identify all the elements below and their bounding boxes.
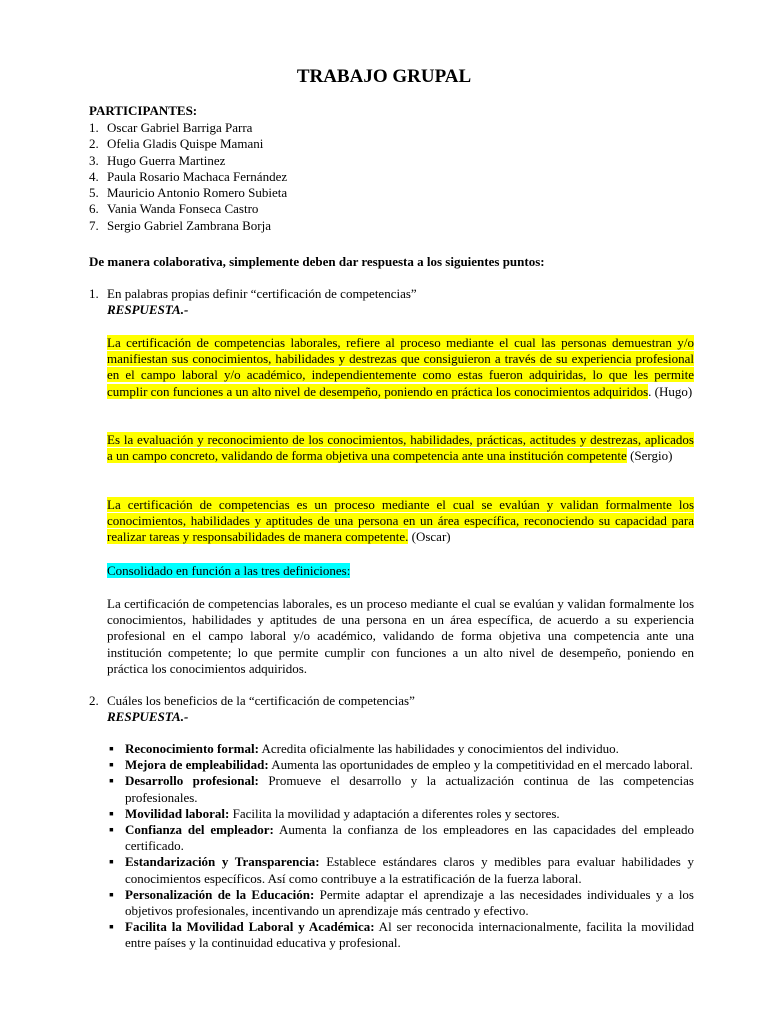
list-item bbox=[89, 201, 287, 217]
square-bullet-icon bbox=[109, 773, 114, 790]
list-number: 4. bbox=[89, 168, 99, 184]
list-item bbox=[89, 120, 287, 136]
benefit-desc: Establece estándares claros y medibles para evaluar habilidades y conocimientos específicos. Así como contribuye a la estratificación de la fuerza laboral. bbox=[125, 854, 694, 886]
benefit-term: Personalización de la Educación: bbox=[125, 886, 315, 902]
participant-name: Paula Rosario Machaca Fernández bbox=[107, 168, 288, 184]
square-bullet-icon bbox=[109, 741, 114, 758]
list-number: 3. bbox=[89, 152, 99, 168]
benefit-desc: Aumenta la confianza de los empleadores en las capacidades del empleado certificado. bbox=[125, 822, 694, 854]
participant-name: Mauricio Antonio Romero Subieta bbox=[107, 185, 288, 201]
list-item bbox=[89, 153, 287, 169]
list-item bbox=[107, 773, 694, 805]
benefit-term: Confianza del empleador: bbox=[125, 822, 274, 838]
highlighted-text: La certificación de competencias es un proceso mediante el cual se evalúan y validan formalmente los conocimientos, habilidades y aptitudes de una persona en un área específica, reconociendo su capacidad para realizar tareas y responsabilidades de manera competente. bbox=[107, 497, 694, 545]
benefit-desc: Permite adaptar el aprendizaje a las necesidades individuales y a los objetivos profesionales, incentivando un aprendizaje más centrado y efectivo. bbox=[125, 886, 694, 919]
square-bullet-icon bbox=[109, 854, 114, 871]
question-number: 1. bbox=[89, 286, 99, 301]
answer-author: (Oscar) bbox=[408, 529, 451, 545]
consolidated-text: La certificación de competencias laborales, es un proceso mediante el cual se evalúan y validan formalmente los conocimientos, habilidades y aptitudes de una persona en un área específica, de acuerdo a su experiencia profesional en el campo laboral y/o académico, validando de forma objetiva una competencia ante una institución competente; lo que permite cumplir con funciones a un alto nivel de desempeño, poniendo en práctica los conocimientos adquiridos. bbox=[107, 596, 694, 676]
participant-name: Sergio Gabriel Zambrana Borja bbox=[107, 217, 272, 233]
answer-oscar bbox=[107, 497, 694, 546]
list-item bbox=[107, 854, 694, 886]
list-item bbox=[107, 806, 694, 822]
benefit-desc: Facilita la movilidad y adaptación a diferentes roles y sectores. bbox=[229, 805, 560, 821]
participant-name: Ofelia Gladis Quispe Mamani bbox=[107, 136, 264, 152]
list-item bbox=[107, 822, 694, 854]
square-bullet-icon bbox=[109, 757, 114, 774]
benefits-list bbox=[107, 741, 694, 952]
list-item bbox=[89, 136, 287, 152]
list-number: 7. bbox=[89, 217, 99, 233]
list-item bbox=[107, 887, 694, 919]
benefit-term: Facilita la Movilidad Laboral y Académica: bbox=[125, 919, 375, 935]
list-number: 2. bbox=[89, 136, 99, 152]
instructions: De manera colaborativa, simplemente deben dar respuesta a los siguientes puntos: bbox=[89, 254, 545, 269]
benefit-desc: Al ser reconocida internacionalmente, facilita la movilidad entre países y la continuidad educativa y profesional. bbox=[125, 919, 694, 951]
square-bullet-icon bbox=[109, 919, 114, 936]
question-text: En palabras propias definir “certificación de competencias” bbox=[107, 286, 417, 301]
list-number: 6. bbox=[89, 201, 99, 217]
participants-list bbox=[89, 120, 287, 234]
list-number: 1. bbox=[89, 120, 99, 135]
list-item bbox=[89, 169, 287, 185]
benefit-term: Reconocimiento formal: bbox=[125, 741, 259, 756]
participant-name: Vania Wanda Fonseca Castro bbox=[107, 201, 259, 217]
answer-author: . (Hugo) bbox=[648, 383, 693, 399]
participant-name: Oscar Gabriel Barriga Parra bbox=[107, 120, 253, 135]
list-item bbox=[107, 919, 694, 951]
response-label: RESPUESTA.- bbox=[107, 302, 189, 317]
benefit-term: Estandarización y Transparencia: bbox=[125, 854, 320, 870]
response-label: RESPUESTA.- bbox=[107, 709, 189, 724]
question-text: Cuáles los beneficios de la “certificación de competencias” bbox=[107, 693, 415, 708]
consolidated-label bbox=[107, 563, 694, 579]
answer-sergio bbox=[107, 432, 694, 464]
square-bullet-icon bbox=[109, 806, 114, 823]
list-number: 5. bbox=[89, 185, 99, 201]
list-item bbox=[89, 185, 287, 201]
question-number: 2. bbox=[89, 693, 99, 708]
benefit-desc: Aumenta las oportunidades de empleo y la competitividad en el mercado laboral. bbox=[268, 757, 693, 773]
participant-name: Hugo Guerra Martinez bbox=[107, 152, 226, 168]
highlighted-label: Consolidado en función a las tres definiciones: bbox=[107, 563, 351, 578]
list-item bbox=[89, 218, 287, 234]
highlighted-text: La certificación de competencias laborales, refiere al proceso mediante el cual las personas demuestran y/o manifiestan sus conocimientos, habilidades y destrezas que consiguieron a través de su experiencia profesional en el campo laboral y/o académico, independientemente como estas fueron adquiridas, lo que les permite cumplir con funciones a un alto nivel de desempeño, poniendo en práctica los conocimientos adquiridos bbox=[107, 335, 694, 399]
list-item bbox=[107, 757, 694, 773]
answer-hugo bbox=[107, 335, 694, 400]
answer-author: (Sergio) bbox=[626, 448, 673, 464]
benefit-desc: Promueve el desarrollo y la actualización continua de las competencias profesionales. bbox=[125, 773, 694, 805]
list-item bbox=[107, 741, 694, 757]
page-title: TRABAJO GRUPAL bbox=[296, 66, 472, 87]
benefit-term: Mejora de empleabilidad: bbox=[125, 757, 269, 773]
square-bullet-icon bbox=[109, 822, 114, 839]
benefit-term: Desarrollo profesional: bbox=[125, 773, 259, 789]
benefit-desc: Acredita oficialmente las habilidades y conocimientos del individuo. bbox=[258, 741, 619, 756]
benefit-term: Movilidad laboral: bbox=[125, 805, 230, 821]
participants-heading: PARTICIPANTES: bbox=[89, 103, 198, 118]
highlighted-text: Es la evaluación y reconocimiento de los conocimientos, habilidades, prácticas, actitudes y destrezas, aplicados a un campo concreto, validando de forma objetiva una competencia ante una institución competente bbox=[107, 432, 694, 464]
square-bullet-icon bbox=[109, 887, 114, 904]
